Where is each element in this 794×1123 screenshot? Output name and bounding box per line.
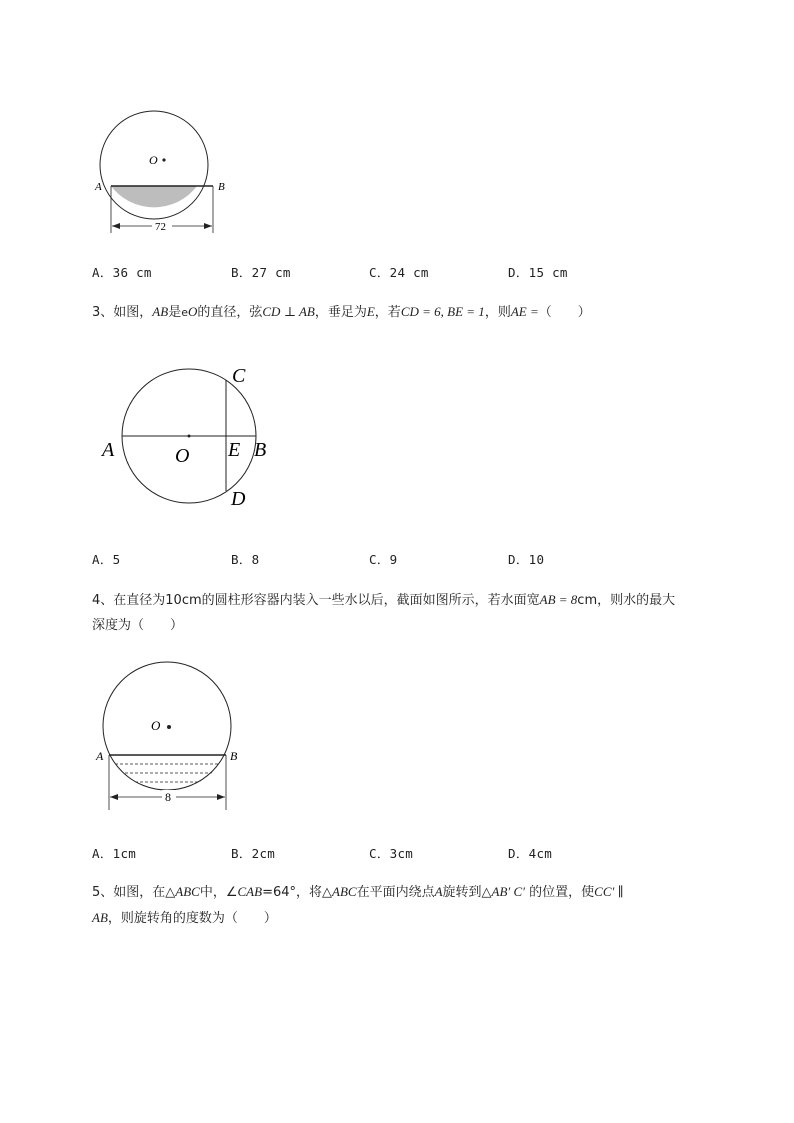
center-dot [188, 435, 191, 438]
q4-option-c[interactable]: C．3cm [369, 846, 414, 861]
label-o: O [175, 445, 190, 467]
q3-option-d[interactable]: D．10 [508, 552, 545, 567]
q2-figure [90, 95, 250, 245]
arrow-left [110, 794, 118, 800]
q4-question: 4、在直径为10cm的圆柱形容器内装入一些水以后，截面如图所示，若水面宽AB = 8cm，则水的最大 深度为（ ） [92, 592, 676, 633]
label-c: C [232, 365, 246, 387]
label-e: E [228, 439, 241, 461]
q2-option-d[interactable]: D．15 cm [508, 265, 568, 280]
q3-option-a[interactable]: A．5 [92, 552, 121, 567]
q4-figure [90, 660, 250, 810]
q3-option-b[interactable]: B．8 [231, 552, 260, 567]
q4-option-a[interactable]: A．1cm [92, 846, 137, 861]
label-b: B [218, 181, 225, 193]
dim-label: 8 [165, 790, 171, 804]
label-b: B [230, 749, 238, 763]
label-a: A [95, 181, 102, 193]
q4-option-b[interactable]: B．2cm [231, 846, 276, 861]
arrow-right [204, 223, 212, 229]
arrow-right [217, 794, 225, 800]
water-hatching [100, 764, 240, 782]
q3-figure [95, 355, 285, 515]
label-b: B [254, 439, 267, 461]
q5-question: 5、如图，在△ABC中，∠CAB=64°，将△ABC在平面内绕点A旋转到△AB′ C′ 的位置，使CC′ ∥ AB，则旋转角的度数为（ ） [92, 884, 624, 926]
q3-option-c[interactable]: C．9 [369, 552, 398, 567]
arrow-left [112, 223, 120, 229]
center-dot [162, 158, 165, 161]
label-o: O [151, 718, 161, 733]
label-o: O [149, 153, 158, 167]
dim-label: 72 [155, 221, 166, 233]
label-a: A [96, 749, 104, 763]
center-dot [167, 725, 171, 729]
water-segment [111, 186, 197, 207]
q2-option-c[interactable]: C．24 cm [369, 265, 429, 280]
q2-option-a[interactable]: A．36 cm [92, 265, 152, 280]
label-d: D [231, 488, 246, 510]
circle-o [103, 662, 231, 790]
q3-question: 3、如图，AB是eO的直径，弦CD ⊥ AB，垂足为E，若CD = 6, BE = 1，则AE =（ ） [92, 304, 591, 320]
q4-option-d[interactable]: D．4cm [508, 846, 553, 861]
label-a: A [102, 439, 115, 461]
q2-option-b[interactable]: B．27 cm [231, 265, 291, 280]
